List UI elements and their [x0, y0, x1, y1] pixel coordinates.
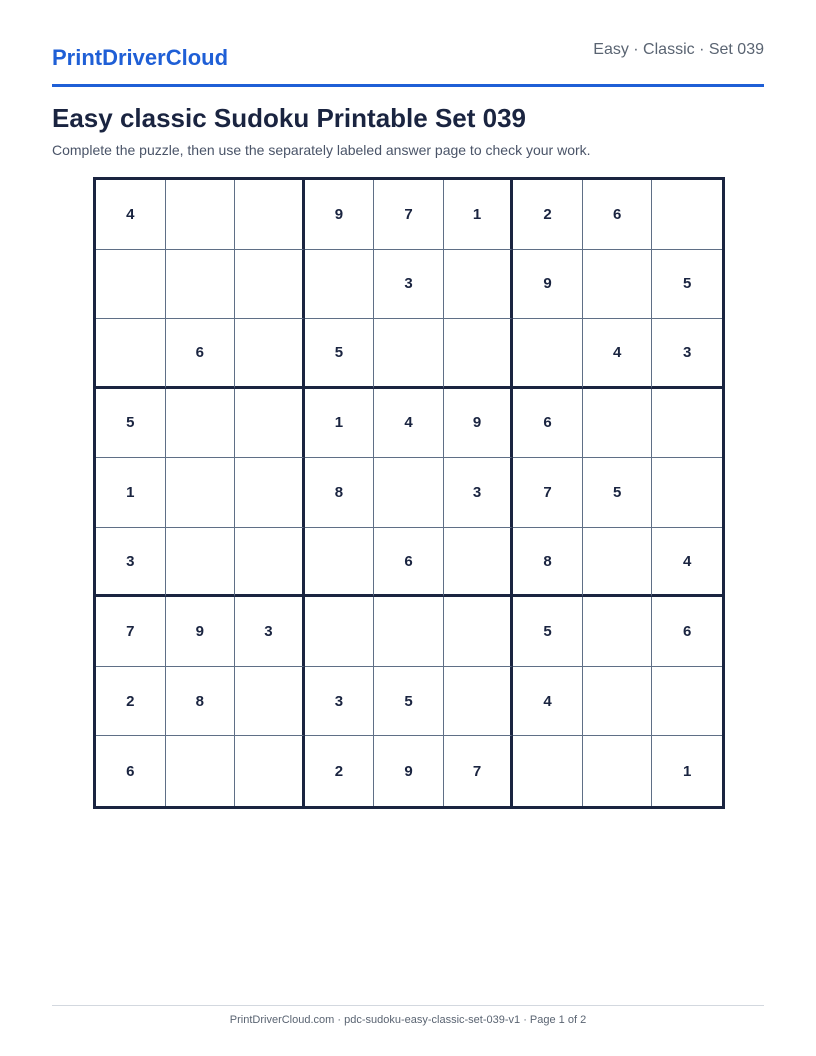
sudoku-cell: 5 [652, 250, 722, 320]
sudoku-cell: 1 [96, 458, 166, 528]
sudoku-cell: 6 [513, 389, 583, 459]
sudoku-cell [235, 528, 305, 598]
sudoku-cell: 7 [444, 736, 514, 806]
sudoku-cell [583, 528, 653, 598]
sudoku-cell [513, 319, 583, 389]
sudoku-cell [444, 250, 514, 320]
sudoku-cell: 9 [374, 736, 444, 806]
sudoku-cell: 3 [374, 250, 444, 320]
sudoku-cell [444, 597, 514, 667]
sudoku-cell [166, 250, 236, 320]
sudoku-cell: 5 [583, 458, 653, 528]
sudoku-cell [305, 597, 375, 667]
sudoku-cell: 4 [374, 389, 444, 459]
sudoku-cell: 6 [166, 319, 236, 389]
sudoku-cell: 7 [374, 180, 444, 250]
sudoku-cell [583, 597, 653, 667]
sudoku-cell [583, 250, 653, 320]
sudoku-cell: 2 [96, 667, 166, 737]
sudoku-cell: 8 [305, 458, 375, 528]
sudoku-cell [96, 319, 166, 389]
sudoku-cell [583, 667, 653, 737]
sudoku-cell: 8 [166, 667, 236, 737]
sudoku-cell [652, 389, 722, 459]
sudoku-cell: 8 [513, 528, 583, 598]
sudoku-cell [583, 389, 653, 459]
sudoku-cell [374, 319, 444, 389]
sudoku-cell [305, 528, 375, 598]
sudoku-cell [235, 319, 305, 389]
brand-logo: PrintDriverCloud [52, 45, 229, 70]
sudoku-cell: 5 [305, 319, 375, 389]
sudoku-cell: 4 [96, 180, 166, 250]
sudoku-cell: 3 [652, 319, 722, 389]
sudoku-cell [166, 180, 236, 250]
sudoku-cell: 9 [305, 180, 375, 250]
sudoku-cell [235, 736, 305, 806]
page-title: Easy classic Sudoku Printable Set 039 [52, 103, 527, 133]
sudoku-cell [235, 250, 305, 320]
sudoku-cell [444, 528, 514, 598]
page-header [52, 38, 764, 87]
sudoku-cell: 7 [96, 597, 166, 667]
sudoku-cell [374, 458, 444, 528]
sudoku-cell [235, 389, 305, 459]
sudoku-cell [166, 736, 236, 806]
sudoku-cell [374, 597, 444, 667]
sudoku-cell: 5 [374, 667, 444, 737]
sudoku-cell: 3 [444, 458, 514, 528]
sudoku-cell [166, 458, 236, 528]
sudoku-cell: 5 [96, 389, 166, 459]
sudoku-cell [652, 180, 722, 250]
page-subtitle: Complete the puzzle, then use the separately labeled answer page to check your work. [52, 142, 591, 158]
sudoku-cell: 7 [513, 458, 583, 528]
sudoku-cell: 4 [513, 667, 583, 737]
sudoku-cell: 9 [166, 597, 236, 667]
sudoku-cell: 1 [444, 180, 514, 250]
sudoku-cell [444, 319, 514, 389]
sudoku-cell: 4 [652, 528, 722, 598]
set-tagline: Easy · Classic · Set 039 [593, 41, 764, 58]
page-footer: PrintDriverCloud.com · pdc-sudoku-easy-classic-set-039-v1 · Page 1 of 2 [229, 1014, 587, 1026]
sudoku-cell: 6 [374, 528, 444, 598]
sudoku-cell: 9 [444, 389, 514, 459]
sudoku-cell [166, 389, 236, 459]
sudoku-cell: 2 [305, 736, 375, 806]
sudoku-cell [652, 667, 722, 737]
sudoku-cell: 5 [513, 597, 583, 667]
sudoku-cell: 1 [305, 389, 375, 459]
footer-divider [52, 1005, 764, 1006]
sudoku-cell: 3 [235, 597, 305, 667]
sudoku-grid [93, 177, 725, 809]
sudoku-cell [96, 250, 166, 320]
sudoku-cell [166, 528, 236, 598]
sudoku-cell: 6 [583, 180, 653, 250]
sudoku-cell: 3 [305, 667, 375, 737]
sudoku-cell: 1 [683, 762, 692, 780]
sudoku-cell [652, 458, 722, 528]
sudoku-cell [235, 180, 305, 250]
sudoku-cell: 3 [96, 528, 166, 598]
sudoku-cell: 9 [513, 250, 583, 320]
sudoku-cell [235, 458, 305, 528]
sudoku-cell [305, 250, 375, 320]
sudoku-cell: 4 [583, 319, 653, 389]
sudoku-cell: 2 [513, 180, 583, 250]
sudoku-cell [583, 736, 653, 806]
sudoku-cell: 6 [652, 597, 722, 667]
sudoku-cell: 6 [96, 736, 166, 806]
sudoku-cell [513, 736, 583, 806]
sudoku-cell [235, 667, 305, 737]
sudoku-cell [444, 667, 514, 737]
